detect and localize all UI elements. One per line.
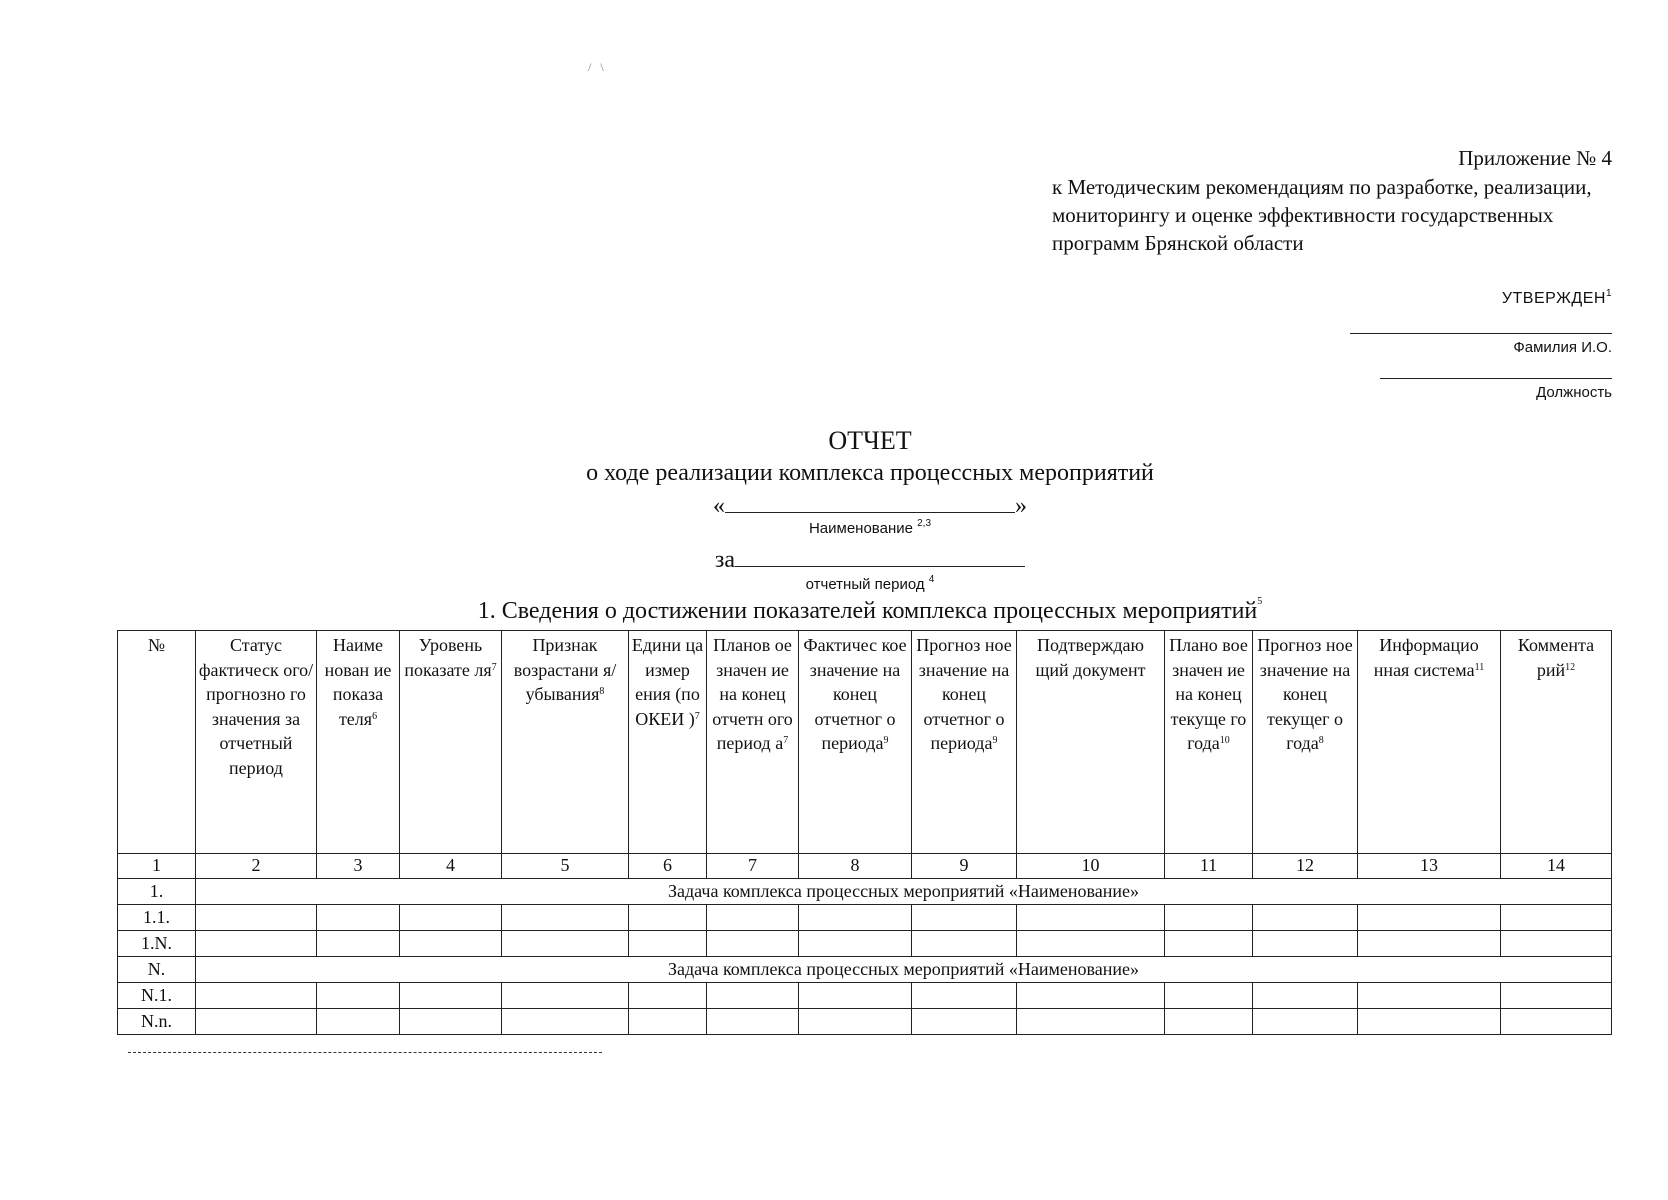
column-header — [1165, 631, 1253, 854]
column-number-cell: 9 — [912, 854, 1017, 879]
column-header-text: Коммента рий — [1517, 635, 1595, 680]
row-number-cell: 1. — [118, 879, 196, 905]
empty-cell[interactable] — [317, 1009, 400, 1035]
empty-cell[interactable] — [629, 931, 707, 957]
empty-cell[interactable] — [1017, 1009, 1165, 1035]
empty-cell[interactable] — [400, 931, 502, 957]
empty-cell[interactable] — [502, 905, 629, 931]
appendix-title: Приложение № 4 — [1458, 146, 1612, 170]
row-number-cell: 1.1. — [118, 905, 196, 931]
column-header-text: Плано вое значен ие на конец текуще го года — [1169, 635, 1248, 753]
period-caption-text: отчетный период — [805, 576, 925, 593]
name-caption-text: Наименование — [808, 520, 913, 537]
quote-open: « — [713, 493, 725, 519]
name-blank — [725, 490, 1015, 513]
row-number-cell: N. — [118, 957, 196, 983]
empty-cell[interactable] — [1253, 931, 1358, 957]
empty-cell[interactable] — [196, 931, 317, 957]
table-header-row — [118, 631, 1612, 854]
column-header-text: Подтверждаю щий документ — [1035, 635, 1146, 680]
task-cell: Задача комплекса процессных мероприятий «Наименование» — [196, 879, 1612, 905]
column-header-note: 9 — [883, 735, 889, 746]
empty-cell[interactable] — [629, 905, 707, 931]
column-header-note: 7 — [783, 735, 789, 746]
section-title-text: 1. Сведения о достижении показателей комплекса процессных мероприятий — [477, 598, 1258, 624]
column-header — [317, 631, 400, 854]
empty-cell[interactable] — [629, 983, 707, 1009]
empty-cell[interactable] — [1017, 983, 1165, 1009]
column-header-note: 10 — [1219, 735, 1230, 746]
task-row — [118, 957, 1612, 983]
empty-cell[interactable] — [1253, 1009, 1358, 1035]
column-number-cell: 8 — [799, 854, 912, 879]
row-number-cell: 1.N. — [118, 931, 196, 957]
empty-cell[interactable] — [196, 905, 317, 931]
task-row — [118, 879, 1612, 905]
column-header-text: Признак возрастани я/ убывания — [513, 635, 617, 704]
empty-cell[interactable] — [317, 905, 400, 931]
empty-cell[interactable] — [799, 905, 912, 931]
report-title: ОТЧЕТ — [828, 426, 912, 455]
column-header — [1358, 631, 1501, 854]
column-header-text: Едини ца измер ения (по ОКЕИ ) — [631, 635, 704, 729]
empty-cell[interactable] — [1165, 983, 1253, 1009]
column-header — [118, 631, 196, 854]
table-row — [118, 1009, 1612, 1035]
column-header-text: Прогноз ное значение на конец отчетног о периода — [916, 635, 1012, 753]
column-number-cell: 5 — [502, 854, 629, 879]
signature-line-name — [1350, 333, 1612, 334]
empty-cell[interactable] — [799, 931, 912, 957]
column-header-text: Прогноз ное значение на конец текущег о года — [1257, 635, 1353, 753]
empty-cell[interactable] — [1501, 905, 1612, 931]
empty-cell[interactable] — [1358, 931, 1501, 957]
empty-cell[interactable] — [1358, 905, 1501, 931]
empty-cell[interactable] — [1165, 1009, 1253, 1035]
approved-label: УТВЕРЖДЕН — [1501, 290, 1606, 307]
quote-close: » — [1015, 493, 1027, 519]
column-header-note: 8 — [1318, 735, 1324, 746]
column-header — [400, 631, 502, 854]
period-prefix: за — [714, 547, 736, 573]
column-header-note: 8 — [599, 686, 605, 697]
fio-caption: Фамилия И.О. — [1513, 339, 1612, 356]
task-cell: Задача комплекса процессных мероприятий «Наименование» — [196, 957, 1612, 983]
empty-cell[interactable] — [1253, 905, 1358, 931]
section-title — [0, 598, 1668, 625]
period-caption — [0, 576, 1668, 593]
column-header-text: Фактичес кое значение на конец отчетног о периода — [803, 635, 907, 753]
approved-footnote-mark: 1 — [1605, 288, 1612, 299]
empty-cell[interactable] — [400, 905, 502, 931]
column-header — [707, 631, 799, 854]
column-header-text: Наиме нован ие показа теля — [324, 635, 392, 729]
name-caption — [0, 520, 1668, 537]
name-caption-note: 2,3 — [917, 518, 932, 529]
empty-cell[interactable] — [502, 983, 629, 1009]
column-header-note: 12 — [1565, 661, 1576, 673]
column-header-text: Планов ое значен ие на конец отчетн ого период а — [712, 635, 793, 753]
empty-cell[interactable] — [707, 905, 799, 931]
row-number-cell: N.n. — [118, 1009, 196, 1035]
column-header-note: 9 — [992, 735, 998, 746]
empty-cell[interactable] — [502, 1009, 629, 1035]
empty-cell[interactable] — [912, 905, 1017, 931]
column-number-cell: 11 — [1165, 854, 1253, 879]
column-header — [1501, 631, 1612, 854]
column-header-note: 7 — [491, 661, 497, 673]
column-number-cell: 7 — [707, 854, 799, 879]
appendix-reference-text: к Методическим рекомендациям по разработке, реализации, мониторингу и оценке эффективности государственных программ Брянской области — [1052, 175, 1592, 255]
empty-cell[interactable] — [196, 1009, 317, 1035]
empty-cell[interactable] — [799, 1009, 912, 1035]
period-caption-note: 4 — [928, 574, 935, 585]
empty-cell[interactable] — [1165, 931, 1253, 957]
period-blank-line — [0, 544, 1668, 574]
empty-cell[interactable] — [196, 983, 317, 1009]
column-header — [502, 631, 629, 854]
column-header-note: 11 — [1474, 661, 1485, 673]
column-header — [196, 631, 317, 854]
column-number-cell: 12 — [1253, 854, 1358, 879]
column-number-cell: 6 — [629, 854, 707, 879]
column-header — [1017, 631, 1165, 854]
empty-cell[interactable] — [1253, 983, 1358, 1009]
name-blank-line — [0, 490, 1668, 520]
position-caption: Должность — [1536, 384, 1612, 401]
table-row — [118, 931, 1612, 957]
column-header-text: № — [147, 635, 166, 655]
column-number-cell: 13 — [1358, 854, 1501, 879]
empty-cell[interactable] — [912, 931, 1017, 957]
column-header-text: Статус фактическ ого/ прогнозно го значения за отчетный период — [198, 635, 314, 778]
empty-cell[interactable] — [912, 1009, 1017, 1035]
empty-cell[interactable] — [707, 1009, 799, 1035]
empty-cell[interactable] — [629, 1009, 707, 1035]
empty-cell[interactable] — [1501, 983, 1612, 1009]
column-header-text: Информацио нная система — [1373, 635, 1479, 680]
column-header — [799, 631, 912, 854]
empty-cell[interactable] — [502, 931, 629, 957]
empty-cell[interactable] — [707, 983, 799, 1009]
empty-cell[interactable] — [1501, 1009, 1612, 1035]
column-number-cell: 14 — [1501, 854, 1612, 879]
section-title-note: 5 — [1257, 596, 1263, 607]
indicators-table — [117, 630, 1612, 1035]
approved-stamp-label — [1502, 290, 1612, 308]
signature-line-position — [1380, 378, 1612, 379]
column-number-cell: 2 — [196, 854, 317, 879]
empty-cell[interactable] — [400, 1009, 502, 1035]
column-header — [1253, 631, 1358, 854]
column-header — [629, 631, 707, 854]
empty-cell[interactable] — [1358, 1009, 1501, 1035]
column-numbers-row — [118, 854, 1612, 879]
column-number-cell: 3 — [317, 854, 400, 879]
column-header-note: 6 — [372, 710, 378, 722]
scan-speck: / \ — [588, 60, 604, 74]
table-row — [118, 905, 1612, 931]
empty-cell[interactable] — [400, 983, 502, 1009]
column-header — [912, 631, 1017, 854]
empty-cell[interactable] — [1017, 931, 1165, 957]
table-row — [118, 983, 1612, 1009]
empty-cell[interactable] — [799, 983, 912, 1009]
empty-cell[interactable] — [1165, 905, 1253, 931]
column-number-cell: 10 — [1017, 854, 1165, 879]
row-number-cell: N.1. — [118, 983, 196, 1009]
column-header-note: 7 — [694, 710, 700, 722]
report-subtitle: о ходе реализации комплекса процессных мероприятий — [586, 460, 1154, 486]
footnote-separator — [128, 1052, 602, 1053]
empty-cell[interactable] — [912, 983, 1017, 1009]
column-number-cell: 1 — [118, 854, 196, 879]
empty-cell[interactable] — [317, 931, 400, 957]
column-header-text: Уровень показате ля — [404, 635, 492, 680]
empty-cell[interactable] — [707, 931, 799, 957]
empty-cell[interactable] — [1501, 931, 1612, 957]
period-blank — [735, 544, 1025, 567]
empty-cell[interactable] — [1358, 983, 1501, 1009]
empty-cell[interactable] — [317, 983, 400, 1009]
empty-cell[interactable] — [1017, 905, 1165, 931]
column-number-cell: 4 — [400, 854, 502, 879]
